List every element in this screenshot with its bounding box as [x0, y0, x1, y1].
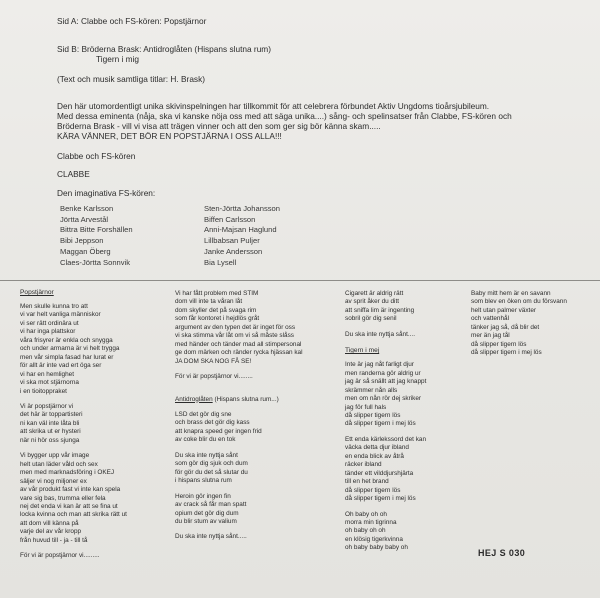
intro-line-3: Bröderna Brask - vill vi visa att trägen vinner och att den som ger sig bör känna skam..... [57, 121, 381, 131]
lyric-line: en enda blick av åtrå [345, 452, 404, 460]
member-name: Bibi Jeppson [60, 236, 104, 246]
lyric-line: Du ska inte nyttja sånt..... [175, 533, 247, 541]
lyric-line: dom vill inte ta våran låt [175, 298, 243, 306]
lyric-line: som blev en öken om du försvann [471, 298, 567, 306]
lyric-line: För vi är popstjärnor vi......... [20, 552, 100, 560]
performer-label: Clabbe och FS-kören [57, 151, 136, 161]
lyric-line: men om nån rör dej skriker [345, 395, 422, 403]
lyric-line: vi var helt vanliga människor [20, 311, 101, 319]
lyric-line: helt utan läder våld och sex [20, 460, 98, 468]
lyric-line: Inte är jag nåt farligt djur [345, 361, 414, 369]
lyric-line: med händer och tänder mad all stimpersonal [175, 340, 302, 348]
section-divider [0, 280, 600, 281]
lyric-line: av crack så får man spatt [175, 501, 247, 509]
lyric-line: Heroin gör ingen fin [175, 492, 231, 500]
lyric-line: väcka detta djur ibland [345, 444, 409, 452]
intro-line-4: KÄRA VÄNNER, DET BÖR EN POPSTJÄRNA I OSS ALLA!!! [57, 131, 282, 141]
lyric-line: mer än jag tål [471, 332, 510, 340]
lyric-line: helt utan palmer växter [471, 306, 537, 314]
choir-members-left [60, 204, 133, 268]
lyric-line: i en tioitoppraket [20, 387, 67, 395]
lyric-line: Baby mitt hem är en savann [471, 290, 551, 297]
lyric-line: argument av den typen det är inget för oss [175, 323, 296, 331]
lyric-line: att dom vill känna på [20, 519, 79, 527]
lyric-line: varje del av vår kropp [20, 528, 82, 536]
lyric-line: då slipper tigern lös [471, 340, 527, 348]
lyric-line: räcker ibland [345, 461, 382, 469]
member-name: Jörtta Arvestål [60, 214, 109, 224]
lyric-line: men med marknadsföring i OKEJ [20, 469, 115, 477]
lyric-line: För vi är popstjärnor vi........ [175, 373, 253, 381]
lyric-line: vi ska mot stjärnorna [20, 379, 79, 387]
lyric-line: JA DOM SKA NOG FÅ SE! [175, 357, 252, 365]
lyrics-column-3 [345, 290, 426, 553]
lyric-line: Vi har fått problem med STIM [175, 290, 259, 297]
song-title-popstjarnor: Popstjärnor [20, 289, 54, 296]
catalog-number: HEJ S 030 [478, 548, 526, 558]
lyric-line: nej det enda vi kan är att se fina ut [20, 502, 118, 510]
member-name: Benke Karlsson [60, 204, 114, 213]
lyric-line: vi har inga plattskor [20, 328, 76, 336]
lyric-line: du blir stum av valium [175, 517, 237, 525]
lyric-line: då slipper tigern i mej lös [345, 420, 416, 428]
lyric-line: då slipper tigern lös [345, 411, 401, 419]
member-name: Sten-Jörtta Johansson [204, 204, 280, 213]
member-name: Lillbabsan Puljer [204, 236, 260, 246]
lyric-line: som gör dig sjuk och dum [175, 460, 248, 468]
lyrics-column-1 [20, 288, 127, 561]
side-b-tracklist: Sid B: Bröderna Brask: Antidroglåten (Hispans slutna rum) [57, 44, 271, 54]
lyric-line: men randerna gör aldrig ur [345, 369, 421, 377]
lyric-line: ni kan väl inte låta bli [20, 419, 80, 427]
lyric-line: det här är toppartisteri [20, 411, 83, 419]
lyric-line: att knapra speed ger ingen frid [175, 427, 262, 435]
lyric-line: skrämmer nån alls [345, 386, 398, 394]
lyric-line: Vi bygger upp vår image [20, 452, 90, 460]
lyric-line: Vi är popstjärnor vi [20, 402, 74, 410]
lyric-line: Oh baby oh oh [345, 510, 387, 518]
lyric-line: sobril gör dig senil [345, 315, 397, 323]
side-b-track2: Tigern i mig [96, 54, 140, 64]
lyrics-column-4 [471, 290, 567, 358]
song-title-antidroglaten [175, 396, 303, 404]
lyric-line: locka kvinna och man att skrika rätt ut [20, 511, 127, 519]
lyric-line: Men skulle kunna tro att [20, 303, 88, 310]
lyric-line: när ni hör oss sjunga [20, 436, 80, 444]
credits-line: (Text och musik samtliga titlar: H. Brask) [57, 74, 205, 84]
lyric-line: och vattenhål [471, 315, 510, 323]
performer-name: CLABBE [57, 169, 90, 179]
lyric-line: dom skyller det på svaga rim [175, 306, 257, 314]
song-title-tigern: Tigern i mej [345, 347, 380, 355]
lyric-line: vi har en hemlighet [20, 370, 74, 378]
lyric-line: vi ser rätt ordinära ut [20, 319, 79, 327]
lyric-line: av sprit åker du ditt [345, 298, 399, 306]
lyric-line: jag för full hals [345, 403, 387, 411]
lyric-line: LSD det gör dig sne [175, 410, 232, 418]
member-name: Anni-Majsan Haglund [204, 225, 277, 235]
intro-line-1: Den här utomordentligt unika skivinspelningen har tillkommit för att celebrera förbundet Aktiv Ungdoms tioårsjubileum. [57, 101, 490, 111]
lyric-line: Du ska inte nyttja sånt.... [345, 330, 415, 338]
side-a-tracklist: Sid A: Clabbe och FS-kören: Popstjärnor [57, 16, 207, 26]
intro-line-2: Med dessa eminenta (nåja, ska vi kanske nöja oss med att säga unika....) sång- och spelinsatser från Clabbe, FS-kören och [57, 111, 512, 121]
lyric-line: Du ska inte nyttja sånt [175, 451, 238, 459]
lyric-line: oh baby baby baby oh [345, 544, 408, 552]
choir-members-right [204, 204, 280, 268]
lyric-line: som får kontoret i hejdlös gråt [175, 315, 260, 323]
lyric-line: till en het brand [345, 478, 389, 486]
choir-label: Den imaginativa FS-kören: [57, 188, 156, 198]
lyric-line: Cigarett är aldrig rätt [345, 290, 404, 297]
lyric-line: opium det gör dig dum [175, 509, 239, 517]
member-name: Bia Lysell [204, 257, 237, 267]
member-name: Janke Andersson [204, 246, 263, 256]
lyric-line: av coke blir du en tok [175, 436, 236, 444]
song-subtitle-text: (Hispans slutna rum...) [212, 395, 279, 403]
lyrics-column-2 [175, 290, 303, 542]
lyric-line: våra frisyrer är enkla och snygga [20, 336, 113, 344]
lyric-line: säljer vi nog miljoner ex [20, 477, 87, 485]
member-name: Claes-Jörtta Sonnvik [60, 257, 131, 267]
member-name: Biffen Carlsson [204, 214, 256, 224]
lyric-line: men vår simpla fasad har lurat er [20, 353, 114, 361]
song-title-text: Antidroglåten [175, 395, 213, 403]
lyric-line: ge dom märken och ränder rycka hjässan kal [175, 349, 303, 357]
lyric-line: för gör du det så slutar du [175, 468, 248, 476]
lyric-line: då slipper tigern i mej lös [345, 495, 416, 503]
member-name: Maggan Öberg [60, 246, 111, 256]
lyric-line: Ett enda kärlekssord det kan [345, 435, 426, 443]
lyric-line: oh baby oh oh [345, 527, 386, 535]
lyric-line: att skrika ut er hysteri [20, 428, 81, 436]
lyric-line: av vår produkt fast vi inte kan spela [20, 486, 121, 494]
lyric-line: för allt är inte vad ert öga ser [20, 362, 102, 370]
member-name: Bittra Bitte Forshällen [60, 225, 133, 235]
lyric-line: tänder ett vilddjurshjärta [345, 469, 414, 477]
lyric-line: och brass det gör dig kass [175, 419, 250, 427]
lyric-line: då slipper tigern i mej lös [471, 349, 542, 357]
lyric-line: i hispans slutna rum [175, 477, 232, 485]
lyric-line: vi ska stimma vår låt om vi så måste slåss [175, 332, 294, 340]
lyric-line: då slipper tigern lös [345, 486, 401, 494]
lyric-line: jag är så snällt att jag knappt [345, 378, 427, 386]
lyric-line: och under armarna är vi helt trygga [20, 345, 120, 353]
lyric-line: från huvud till - ja - till tå [20, 536, 88, 544]
lyric-line: tänker jag så, då blir det [471, 323, 540, 331]
lyric-line: en klösig tigerkvinna [345, 535, 403, 543]
lyric-line: vare sig bas, trumma eller fela [20, 494, 106, 502]
lyric-line: morra min tigrinna [345, 518, 397, 526]
lyric-line: att sniffa lim är ingenting [345, 306, 415, 314]
